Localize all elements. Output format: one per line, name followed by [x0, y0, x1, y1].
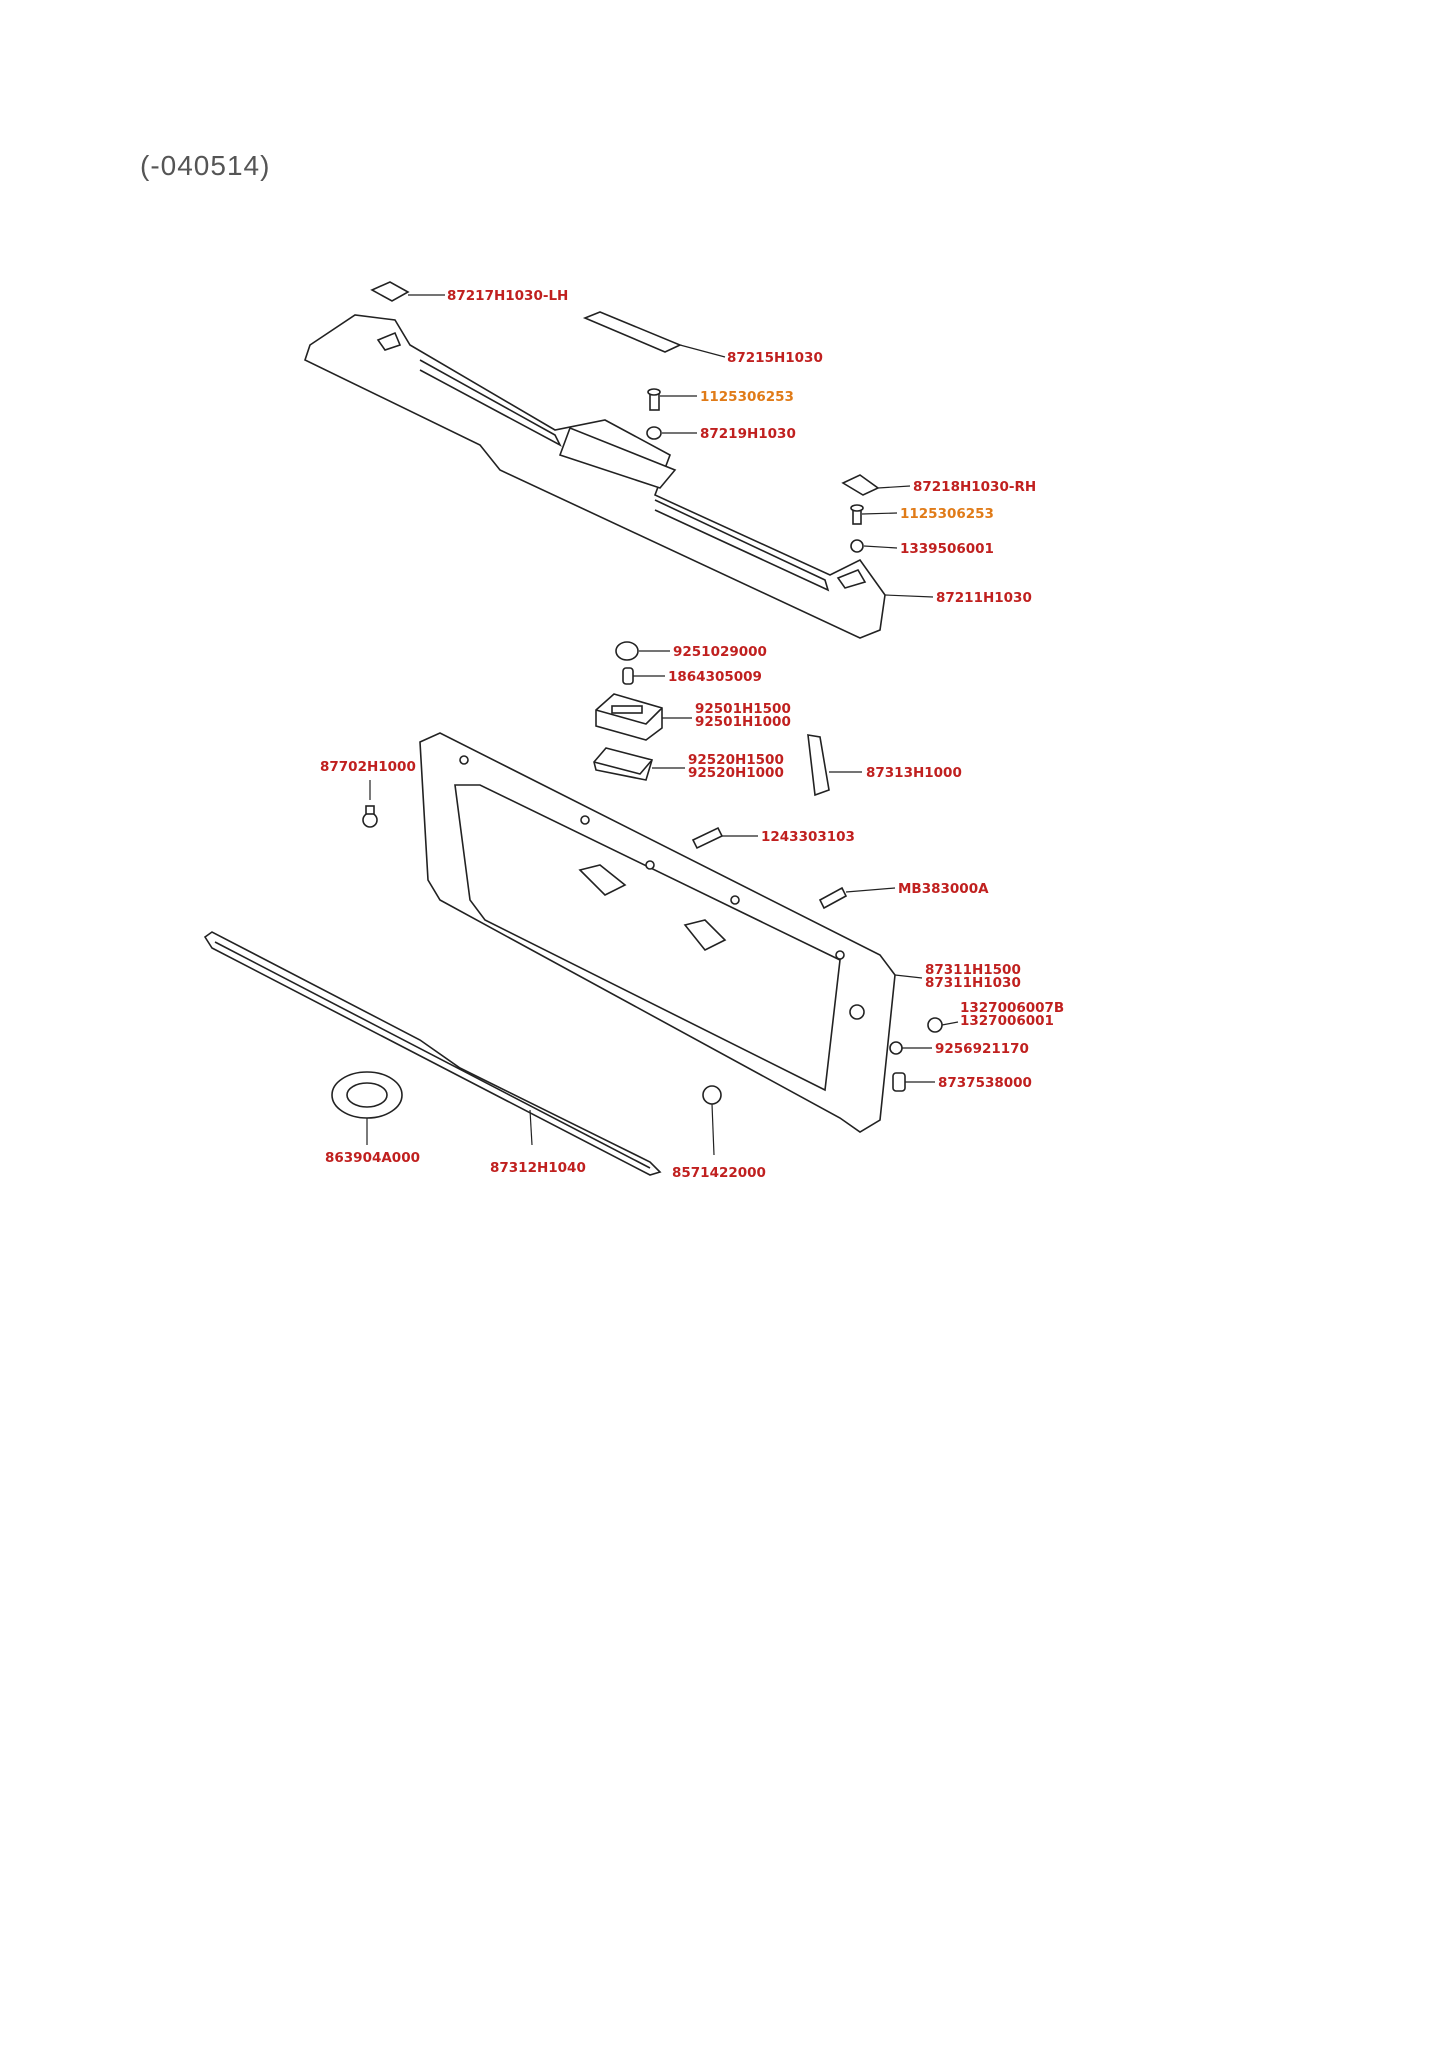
callout-line: 1327006001	[960, 1013, 1054, 1029]
callout-line: 1125306253	[700, 389, 794, 405]
callout-1327006007B	[960, 1000, 1064, 1029]
callout-line: 87311H1030	[925, 975, 1021, 991]
lamp-lens-part	[594, 748, 652, 780]
callout-line: 87211H1030	[936, 590, 1032, 606]
bumper-8571-part	[703, 1086, 721, 1104]
callout-line: 87312H1040	[490, 1160, 586, 1176]
callout-8737538000	[938, 1075, 1032, 1091]
callout-87313H1000	[866, 765, 962, 781]
callout-line: 87311H1500	[925, 962, 1021, 978]
end-cap-lh-part	[372, 282, 408, 301]
callout-9251029000	[673, 644, 767, 660]
callout-1125306253-upper	[700, 389, 794, 405]
callout-line: 92501H1000	[695, 714, 791, 730]
callout-line: 1125306253	[900, 506, 994, 522]
screw-upper-part	[648, 389, 660, 410]
callout-line: 92501H1500	[695, 701, 791, 717]
callout-87215H1030	[727, 350, 823, 366]
tail-gate-panel-part	[420, 733, 895, 1132]
callout-87217H1030-LH	[447, 288, 568, 304]
callout-line: 92520H1000	[688, 765, 784, 781]
callout-1125306253-rh	[900, 506, 994, 522]
callout-line: 1243303103	[761, 829, 855, 845]
callout-line: 87219H1030	[700, 426, 796, 442]
callout-line: 87218H1030-RH	[913, 479, 1037, 495]
callout-line: 1327006007B	[960, 1000, 1065, 1016]
callout-9256921170	[935, 1041, 1029, 1057]
callout-87218H1030-RH	[913, 479, 1036, 495]
callout-8571422000	[672, 1165, 766, 1181]
callout-line: 1339506001	[900, 541, 994, 557]
callout-line: 87217H1030-LH	[447, 288, 569, 304]
callout-1243303103	[761, 829, 855, 845]
callout-line: 8737538000	[938, 1075, 1032, 1091]
callout-line: 9256921170	[935, 1041, 1029, 1057]
screw-1243-part	[693, 828, 722, 848]
callout-MB383000A	[898, 881, 989, 897]
callout-line: 8571422000	[672, 1165, 766, 1181]
grommet-702-part	[363, 806, 377, 827]
callout-line: 87313H1000	[866, 765, 962, 781]
center-pad-part	[585, 312, 680, 352]
bulb-part	[623, 668, 633, 684]
callout-line: 1864305009	[668, 669, 762, 685]
bolt-mb-part	[820, 888, 846, 908]
callout-line: 863904A000	[325, 1150, 420, 1166]
callout-line: 87215H1030	[727, 350, 823, 366]
pad-313-part	[808, 735, 829, 795]
callout-87311H1500	[925, 962, 1021, 991]
callout-87219H1030	[700, 426, 796, 442]
clip-1327-part	[928, 1018, 942, 1032]
emblem-part	[332, 1072, 402, 1118]
callout-1864305009	[668, 669, 762, 685]
callout-1339506001	[900, 541, 994, 557]
callout-87312H1040	[490, 1160, 586, 1176]
callout-87702H1000	[320, 759, 416, 775]
bulb-cap-part	[616, 642, 638, 660]
screw-rh-part	[851, 505, 863, 524]
washer-9256-part	[890, 1042, 902, 1054]
callout-line: 87702H1000	[320, 759, 416, 775]
stopper-8737-part	[893, 1073, 905, 1091]
callout-92520H1500	[688, 752, 784, 781]
callout-87211H1030	[936, 590, 1032, 606]
end-cap-rh-part	[843, 475, 878, 495]
callout-line: 9251029000	[673, 644, 767, 660]
callout-92501H1500	[695, 701, 791, 730]
page-code: (-040514)	[140, 150, 271, 181]
callout-863904A000	[325, 1150, 420, 1166]
clip-upper-part	[647, 427, 661, 439]
nut-rh-part	[851, 540, 863, 552]
callout-line: MB383000A	[898, 881, 989, 897]
callout-line: 92520H1500	[688, 752, 784, 768]
license-lamp-part	[596, 694, 662, 740]
